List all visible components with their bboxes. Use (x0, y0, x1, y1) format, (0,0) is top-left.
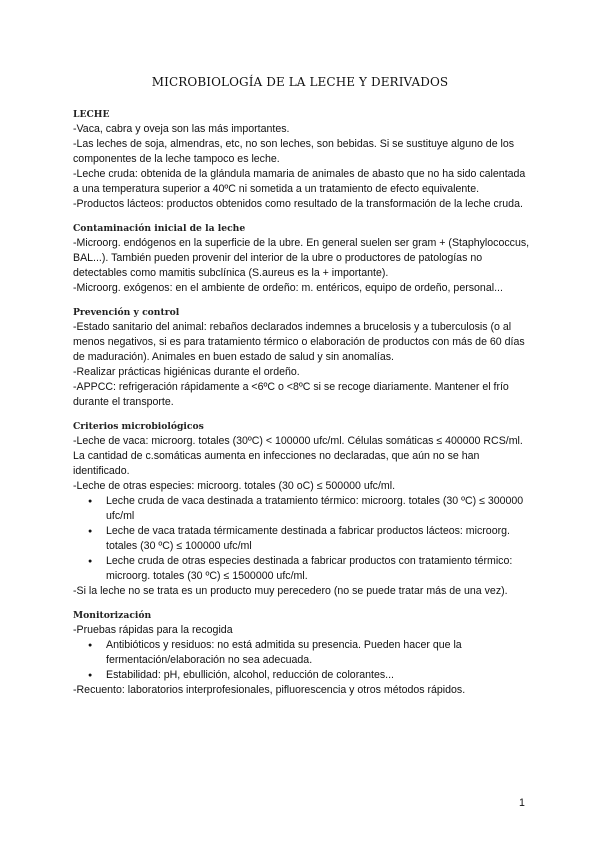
page-number: 1 (519, 797, 525, 809)
bullet-list (73, 638, 533, 683)
section-heading: Criterios microbiológicos (73, 421, 204, 432)
section-contaminacion (73, 222, 533, 296)
section-prevencion (73, 306, 533, 410)
section-heading: Monitorización (73, 610, 152, 621)
document-body (73, 108, 533, 698)
paragraph: -Leche cruda: obtenida de la glándula mamaria de animales de abasto que no ha sido calentada a una temperatura superior a 40ºC ni sometida a un tratamiento de efecto equivalente. (73, 168, 526, 195)
list-item: ● Leche cruda de vaca destinada a tratamiento térmico: microorg. totales (30 ºC) ≤ 300000 ufc/ml (73, 494, 533, 524)
paragraph: -Si la leche no se trata es un producto muy perecedero (no se puede tratar más de una vez). (73, 585, 508, 597)
section-monitorizacion (73, 609, 533, 698)
list-item: ● Leche cruda de otras especies destinada a fabricar productos con tratamiento térmico: microorg. totales (30 ºC) ≤ 1500000 ufc/ml. (73, 554, 533, 584)
paragraph: -Pruebas rápidas para la recogida (73, 624, 233, 636)
paragraph: -Realizar prácticas higiénicas durante el ordeño. (73, 366, 300, 378)
list-item: ● Estabilidad: pH, ebullición, alcohol, reducción de colorantes... (73, 668, 533, 683)
section-heading: LECHE (73, 109, 110, 120)
paragraph: -Vaca, cabra y oveja son las más importantes. (73, 123, 290, 135)
paragraph: -Estado sanitario del animal: rebaños declarados indemnes a brucelosis y a tuberculosis (o al menos negativos, si es para tratamiento térmico o elaboración de productos con más de 60 días de maduración). Animales en buen estado de salud y sin anomalías. (73, 321, 525, 363)
section-leche (73, 108, 533, 212)
section-criterios (73, 420, 533, 599)
paragraph: -Productos lácteos: productos obtenidos como resultado de la transformación de la leche cruda. (73, 198, 523, 210)
section-heading: Prevención y control (73, 307, 180, 318)
paragraph: -Microorg. endógenos en la superficie de la ubre. En general suelen ser gram + (Staphylococcus, BAL...). También pueden provenir del interior de la ubre o productores de patologías no detectables como mamitis subclínica (S.aureus es la + importante). (73, 237, 530, 279)
paragraph: -Microorg. exógenos: en el ambiente de ordeño: m. entéricos, equipo de ordeño, personal... (73, 282, 503, 294)
paragraph: -Las leches de soja, almendras, etc, no son leches, son bebidas. Si se sustituye alguno de los componentes de la leche tampoco es leche. (73, 138, 515, 165)
paragraph: -Recuento: laboratorios interprofesionales, pifluorescencia y otros métodos rápidos. (73, 684, 466, 696)
list-item: ● Leche de vaca tratada térmicamente destinada a fabricar productos lácteos: microorg. totales (30 ºC) ≤ 100000 ufc/ml (73, 524, 533, 554)
list-item: ● Antibióticos y residuos: no está admitida su presencia. Pueden hacer que la fermentación/elaboración no sea adecuada. (73, 638, 533, 668)
bullet-list (73, 494, 533, 584)
paragraph: -Leche de otras especies: microorg. totales (30 oC) ≤ 500000 ufc/ml. (73, 480, 396, 492)
section-heading: Contaminación inicial de la leche (73, 223, 246, 234)
paragraph: -APPCC: refrigeración rápidamente a <6ºC o <8ºC si se recoge diariamente. Mantener el frío durante el transporte. (73, 381, 509, 408)
paragraph: -Leche de vaca: microorg. totales (30ºC) < 100000 ufc/ml. Células somáticas ≤ 400000 RCS/ml. La cantidad de c.somáticas aumenta en infecciones no declaradas, que aún no se han identificado. (73, 435, 523, 477)
document-title: MICROBIOLOGÍA DE LA LECHE Y DERIVADOS (151, 75, 449, 89)
